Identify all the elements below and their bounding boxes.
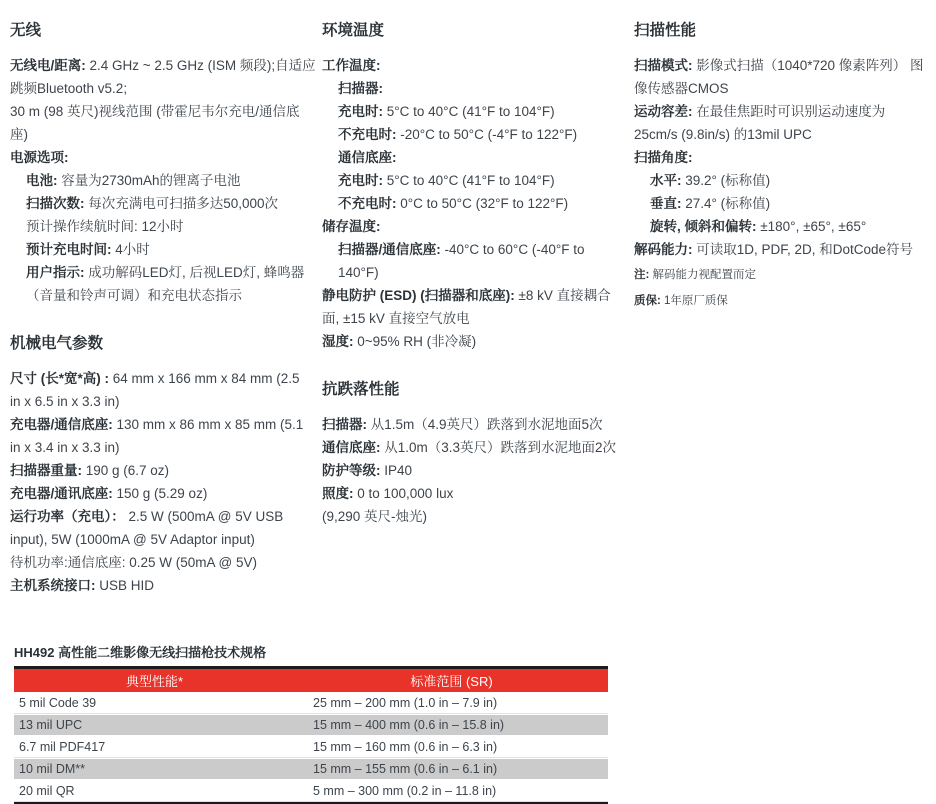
spec-label: 旋转, 倾斜和偏转: <box>650 219 757 234</box>
spec-line <box>10 100 305 123</box>
spec-column-wireless-and-mechanical <box>10 20 316 597</box>
table-row <box>14 714 608 736</box>
spec-line <box>322 100 617 123</box>
spec-line <box>10 413 305 436</box>
spec-text: 解码能力视配置而定 <box>649 269 757 281</box>
spec-line <box>634 146 929 169</box>
spec-text: 5°C to 40°C (41°F to 104°F) <box>383 104 555 119</box>
spec-line <box>322 459 617 482</box>
table-cell-range: 15 mm – 160 mm (0.6 in – 6.3 in) <box>313 739 498 754</box>
spec-line <box>10 215 305 238</box>
spec-label: 静电防护 (ESD) (扫描器和底座): <box>322 288 515 303</box>
spec-line <box>10 77 305 100</box>
spec-line <box>10 284 305 307</box>
spec-text: 像传感器CMOS <box>634 81 729 96</box>
spec-line <box>322 505 617 528</box>
spec-line <box>322 436 617 459</box>
spec-section <box>10 333 305 597</box>
spec-text: 150 g (5.29 oz) <box>112 486 208 501</box>
table-row <box>14 736 608 758</box>
spec-line <box>10 123 305 146</box>
spec-column-environment-and-drop <box>322 20 617 597</box>
spec-label: 运行功率（充电）： <box>10 509 125 524</box>
spec-line <box>10 169 305 192</box>
spec-label: 电池: <box>26 173 58 188</box>
spec-line <box>10 146 305 169</box>
spec-text: ±8 kV 直接耦合 <box>514 288 611 303</box>
spec-line <box>10 551 305 574</box>
spec-line <box>634 169 929 192</box>
table-cell-symbology: 20 mil QR <box>19 783 75 798</box>
spec-section <box>322 20 617 353</box>
spec-text: 0 to 100,000 lux <box>353 486 454 501</box>
spec-line <box>10 54 316 77</box>
spec-text: 5°C to 40°C (41°F to 104°F) <box>383 173 555 188</box>
spec-label: 通信底座: <box>322 440 381 455</box>
spec-text: USB HID <box>95 578 155 593</box>
spec-line <box>634 123 929 146</box>
spec-label: 注: <box>634 269 650 281</box>
spec-line <box>10 436 305 459</box>
spec-label: 扫描器重量: <box>10 463 82 478</box>
spec-columns <box>10 20 930 597</box>
spec-text: 30 m (98 英尺)视线范围 (带霍尼韦尔充电/通信底 <box>10 104 300 119</box>
spec-line <box>634 238 929 261</box>
spec-label: 主机系统接口: <box>10 578 96 593</box>
spec-line <box>634 77 929 100</box>
spec-text: 容量为2730mAh的锂离子电池 <box>57 173 241 188</box>
section-heading: 抗跌落性能 <box>322 381 400 398</box>
spec-line <box>322 330 617 353</box>
spec-text: 1年原厂质保 <box>660 295 728 307</box>
spec-text: 2.5 W (500mA @ 5V USB <box>124 509 284 524</box>
spec-label: 预计充电时间: <box>26 242 112 257</box>
spec-label: 用户指示: <box>26 265 85 280</box>
spec-line <box>634 263 929 287</box>
spec-label: 无线电/距离: <box>10 58 86 73</box>
spec-line <box>10 528 305 551</box>
table-cell-range: 15 mm – 155 mm (0.6 in – 6.1 in) <box>313 762 498 776</box>
spec-line <box>10 390 305 413</box>
table-body <box>14 692 608 802</box>
spec-label: 储存温度: <box>322 219 381 234</box>
spec-text: 可读取1D, PDF, 2D, 和DotCode符号 <box>692 242 914 257</box>
spec-text: 每次充满电可扫描多达50,000次 <box>84 196 279 211</box>
spec-text: in x 6.5 in x 3.3 in) <box>10 394 120 409</box>
spec-label: 扫描角度: <box>634 150 693 165</box>
spec-line <box>322 238 617 261</box>
spec-text: IP40 <box>380 463 413 478</box>
spec-text: 39.2° (标称值) <box>681 173 771 188</box>
table-grid <box>14 666 608 804</box>
spec-line <box>10 574 305 597</box>
spec-line <box>10 238 305 261</box>
spec-line <box>10 505 305 528</box>
spec-line <box>634 215 929 238</box>
section-heading: 扫描性能 <box>634 22 697 39</box>
table-header-typical-performance: 典型性能* <box>125 674 184 689</box>
spec-label: 湿度: <box>322 334 354 349</box>
spec-line <box>634 100 929 123</box>
spec-line <box>322 146 617 169</box>
spec-line <box>10 261 305 284</box>
spec-text: 2.4 GHz ~ 2.5 GHz (ISM 频段);自适应 <box>85 58 316 73</box>
spec-text: 190 g (6.7 oz) <box>82 463 170 478</box>
spec-label: 照度: <box>322 486 354 501</box>
spec-line <box>322 215 617 238</box>
spec-label: 充电器/通讯底座: <box>10 486 113 501</box>
table-cell-symbology: 6.7 mil PDF417 <box>19 739 106 754</box>
spec-text: 成功解码LED灯, 后视LED灯, 蜂鸣器 <box>84 265 305 280</box>
spec-text: in x 3.4 in x 3.3 in) <box>10 440 120 455</box>
spec-text: 从1.5m（4.9英尺）跌落到水泥地面5次 <box>367 417 603 432</box>
spec-line <box>322 77 617 100</box>
spec-label: 质保: <box>634 295 661 307</box>
spec-column-scan-performance <box>634 20 929 597</box>
spec-line <box>322 192 617 215</box>
spec-label: 充电器/通信底座: <box>10 417 113 432</box>
spec-line <box>10 192 305 215</box>
table-cell-range: 15 mm – 400 mm (0.6 in – 15.8 in) <box>313 718 505 732</box>
table-row <box>14 780 608 802</box>
spec-line <box>10 367 305 390</box>
spec-text: 座) <box>10 127 28 142</box>
spec-text: （音量和铃声可调）和充电状态指示 <box>26 288 242 303</box>
spec-label: 垂直: <box>650 196 682 211</box>
spec-line <box>10 459 305 482</box>
spec-label: 扫描器/通信底座: <box>338 242 441 257</box>
spec-label: 充电时: <box>338 104 383 119</box>
spec-line <box>322 307 617 330</box>
section-heading: 环境温度 <box>322 22 385 39</box>
spec-label: 扫描器: <box>322 417 367 432</box>
table-cell-range: 5 mm – 300 mm (0.2 in – 11.8 in) <box>313 783 497 798</box>
spec-text: 27.4° (标称值) <box>681 196 771 211</box>
spec-text: (9,290 英尺-烛光) <box>322 509 428 524</box>
spec-text: 140°F) <box>338 265 379 280</box>
spec-text: 130 mm x 86 mm x 85 mm (5.1 <box>112 417 304 432</box>
spec-line <box>634 54 929 77</box>
spec-label: 尺寸 (长*宽*高) : <box>10 371 109 386</box>
spec-label: 扫描次数: <box>26 196 85 211</box>
table-cell-symbology: 13 mil UPC <box>19 718 83 732</box>
spec-text: 待机功率:通信底座: 0.25 W (50mA @ 5V) <box>10 555 258 570</box>
spec-section <box>322 379 617 528</box>
table-cell-symbology: 10 mil DM** <box>19 762 85 776</box>
spec-text: ±180°, ±65°, ±65° <box>756 219 867 234</box>
spec-text: 影像式扫描（1040*720 像素阵列） 图 <box>692 58 924 73</box>
section-heading: 机械电气参数 <box>10 335 104 352</box>
spec-line <box>634 192 929 215</box>
spec-text: 25cm/s (9.8in/s) 的13mil UPC <box>634 127 812 142</box>
spec-text: 从1.0m（3.3英尺）跌落到水泥地面2次 <box>380 440 617 455</box>
spec-line <box>10 482 305 505</box>
spec-label: 不充电时: <box>338 127 397 142</box>
spec-label: 充电时: <box>338 173 383 188</box>
spec-line <box>322 123 617 146</box>
spec-line <box>322 54 617 77</box>
spec-text: 跳频Bluetooth v5.2; <box>10 81 128 96</box>
table-header-standard-range: 标准范围 (SR) <box>410 674 493 689</box>
spec-line <box>634 289 929 313</box>
spec-label: 工作温度: <box>322 58 381 73</box>
spec-label: 运动容差: <box>634 104 693 119</box>
spec-label: 扫描模式: <box>634 58 693 73</box>
spec-text: 0~95% RH (非冷凝) <box>353 334 477 349</box>
spec-label: 通信底座: <box>338 150 397 165</box>
spec-label: 电源选项: <box>10 150 69 165</box>
spec-section <box>634 20 929 313</box>
spec-text: -40°C to 60°C (-40°F to <box>440 242 585 257</box>
spec-text: 面, ±15 kV 直接空气放电 <box>322 311 470 326</box>
spec-line <box>322 482 617 505</box>
table-row <box>14 758 608 780</box>
spec-label: 水平: <box>650 173 682 188</box>
spec-table <box>14 644 608 804</box>
spec-line <box>322 284 617 307</box>
table-title: HH492 高性能二维影像无线扫描枪技术规格 <box>14 645 267 660</box>
table-cell-range: 25 mm – 200 mm (1.0 in – 7.9 in) <box>313 695 498 710</box>
spec-line <box>322 413 617 436</box>
spec-section <box>10 20 316 307</box>
spec-text: 64 mm x 166 mm x 84 mm (2.5 <box>109 371 300 386</box>
spec-text: input), 5W (1000mA @ 5V Adaptor input) <box>10 532 255 547</box>
spec-text: -20°C to 50°C (-4°F to 122°F) <box>396 127 578 142</box>
spec-text: 在最佳焦距时可识别运动速度为 <box>692 104 886 119</box>
spec-line <box>322 261 617 284</box>
table-header-row <box>14 669 608 692</box>
spec-label: 扫描器: <box>338 81 383 96</box>
spec-label: 防护等级: <box>322 463 381 478</box>
spec-label: 解码能力: <box>634 242 693 257</box>
table-row <box>14 692 608 714</box>
spec-label: 不充电时: <box>338 196 397 211</box>
section-heading: 无线 <box>10 22 42 39</box>
table-cell-symbology: 5 mil Code 39 <box>19 695 97 710</box>
spec-text: 预计操作续航时间: 12小时 <box>26 219 184 234</box>
spec-text: 4小时 <box>111 242 150 257</box>
spec-text: 0°C to 50°C (32°F to 122°F) <box>396 196 569 211</box>
spec-line <box>322 169 617 192</box>
